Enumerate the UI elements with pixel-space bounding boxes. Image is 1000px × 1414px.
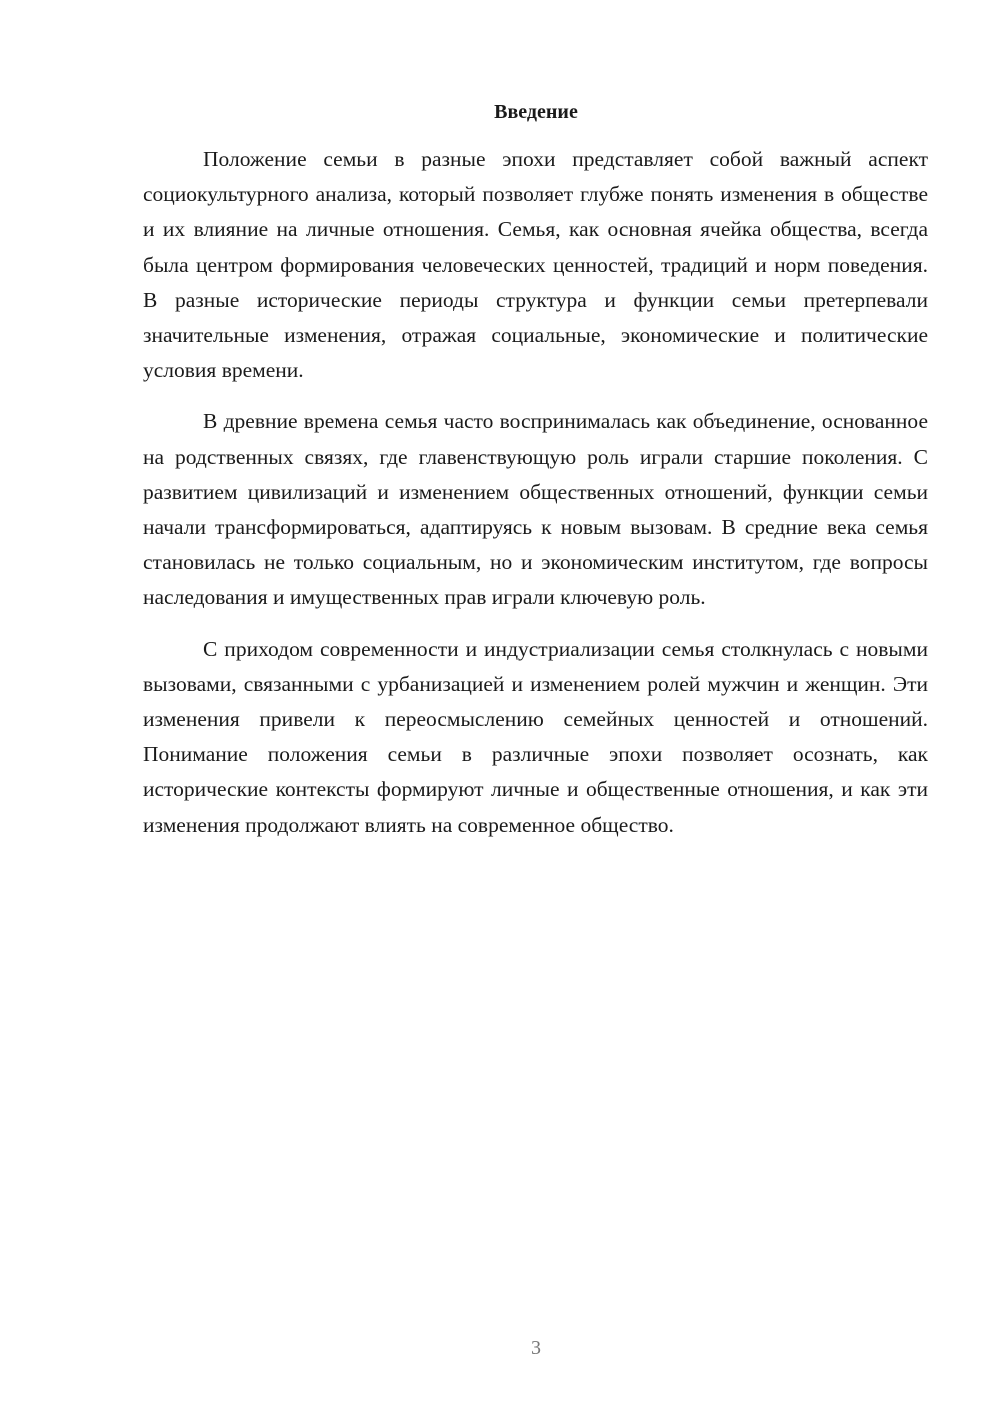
page-number: 3 [531, 1337, 541, 1359]
paragraph-2: В древние времена семья часто воспринималась как объединение, основанное на родственных связях, где главенствующую роль играли старшие поколения. С развитием цивилизаций и изменением общественных отношений, функции семьи начали трансформироваться, адаптируясь к новым вызовам. В средние века семья становилась не только социальным, но и экономическим институтом, где вопросы наследования и имущественных прав играли ключевую роль. [143, 409, 928, 610]
paragraph-3: С приходом современности и индустриализации семья столкнулась с новыми вызовами, связанными с урбанизацией и изменением ролей мужчин и женщин. Эти изменения привели к переосмыслению семейных ценностей и отношений. Понимание положения семьи в различные эпохи позволяет осознать, как исторические контексты формируют личные и общественные отношения, и как эти изменения продолжают влиять на современное общество. [143, 636, 928, 837]
paragraph-1: Положение семьи в разные эпохи представляет собой важный аспект социокультурного анализа, который позволяет глубже понять изменения в обществе и их влияние на личные отношения. Семья, как основная ячейка общества, всегда была центром формирования человеческих ценностей, традиций и норм поведения. В разные исторические периоды структура и функции семьи претерпевали значительные изменения, отражая социальные, экономические и политические условия времени. [143, 147, 928, 383]
section-heading: Введение [494, 101, 578, 123]
body-text [143, 142, 928, 859]
